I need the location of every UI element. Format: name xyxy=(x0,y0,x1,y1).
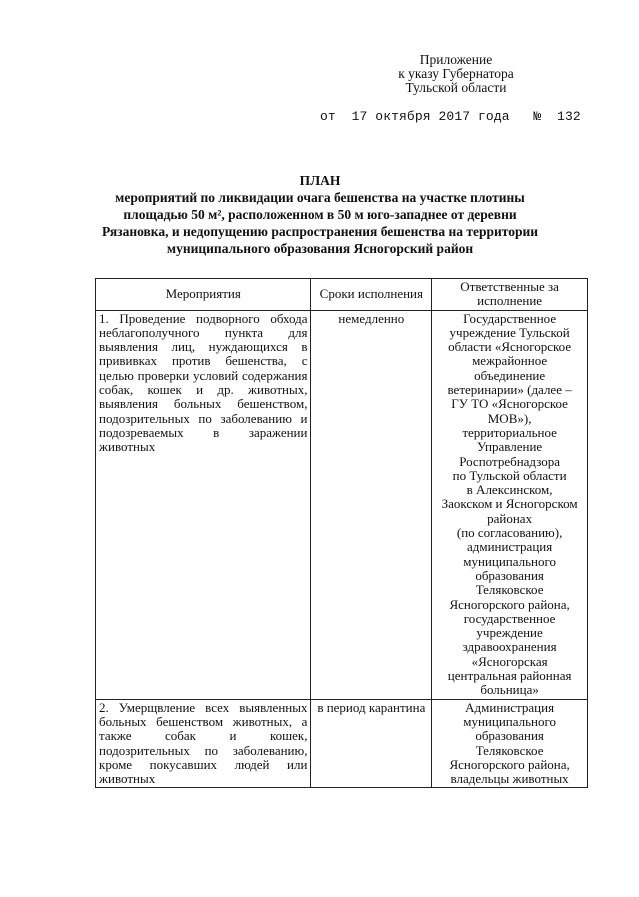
column-header-responsible: Ответственные за исполнение xyxy=(432,279,588,311)
plan-subtitle: мероприятий по ликвидации очага бешенства на участке плотины площадью 50 м², расположенном в 50 м юго-западнее от деревни Рязановка, и недопущению распространения бешенства на территории муниципального образования Ясногорский район xyxy=(101,190,539,256)
table-header-row xyxy=(96,279,588,311)
measure-cell: 1. Проведение подворного обхода неблагополучного пункта для выявления лиц, нуждающихся в прививках против бешенства, с целью проверки условий содержания собак, кошек и др. животных, выявления больных бешенством, подозрительных по заболеванию и подозреваемых в заражении животных xyxy=(96,310,311,699)
decree-reference: от 17 октября 2017 года № 132 xyxy=(320,109,581,124)
term-cell: немедленно xyxy=(311,310,432,699)
term-cell: в период карантина xyxy=(311,699,432,788)
appendix-note: Приложение к указу Губернатора Тульской области xyxy=(398,52,514,95)
table-row xyxy=(96,310,588,699)
measure-cell: 2. Умерщвление всех выявленных больных бешенством животных, а также собак и кошек, подозрительных по заболеванию, кроме покусавших людей или животных xyxy=(96,699,311,788)
table-row xyxy=(96,699,588,788)
plan-heading: ПЛАН xyxy=(299,173,341,188)
column-header-terms: Сроки исполнения xyxy=(311,279,432,311)
plan-table xyxy=(95,278,588,788)
column-header-measures: Мероприятия xyxy=(96,279,311,311)
responsible-cell: Администрация муниципального образования Теляковское Ясногорского района, владельцы животных xyxy=(432,699,588,788)
plan-title xyxy=(90,172,550,257)
responsible-cell: Государственное учреждение Тульской области «Ясногорское межрайонное объединение ветеринарии» (далее – ГУ ТО «Ясногорское МОВ»), территориальное Управление Роспотребнадзора по Тульской области в Алексинском, Заокском и Ясногорском районах (по согласованию), администрация муниципального образования Теляковское Ясногорского района, государственное учреждение здравоохранения «Ясногорская центральная районная больница» xyxy=(432,310,588,699)
